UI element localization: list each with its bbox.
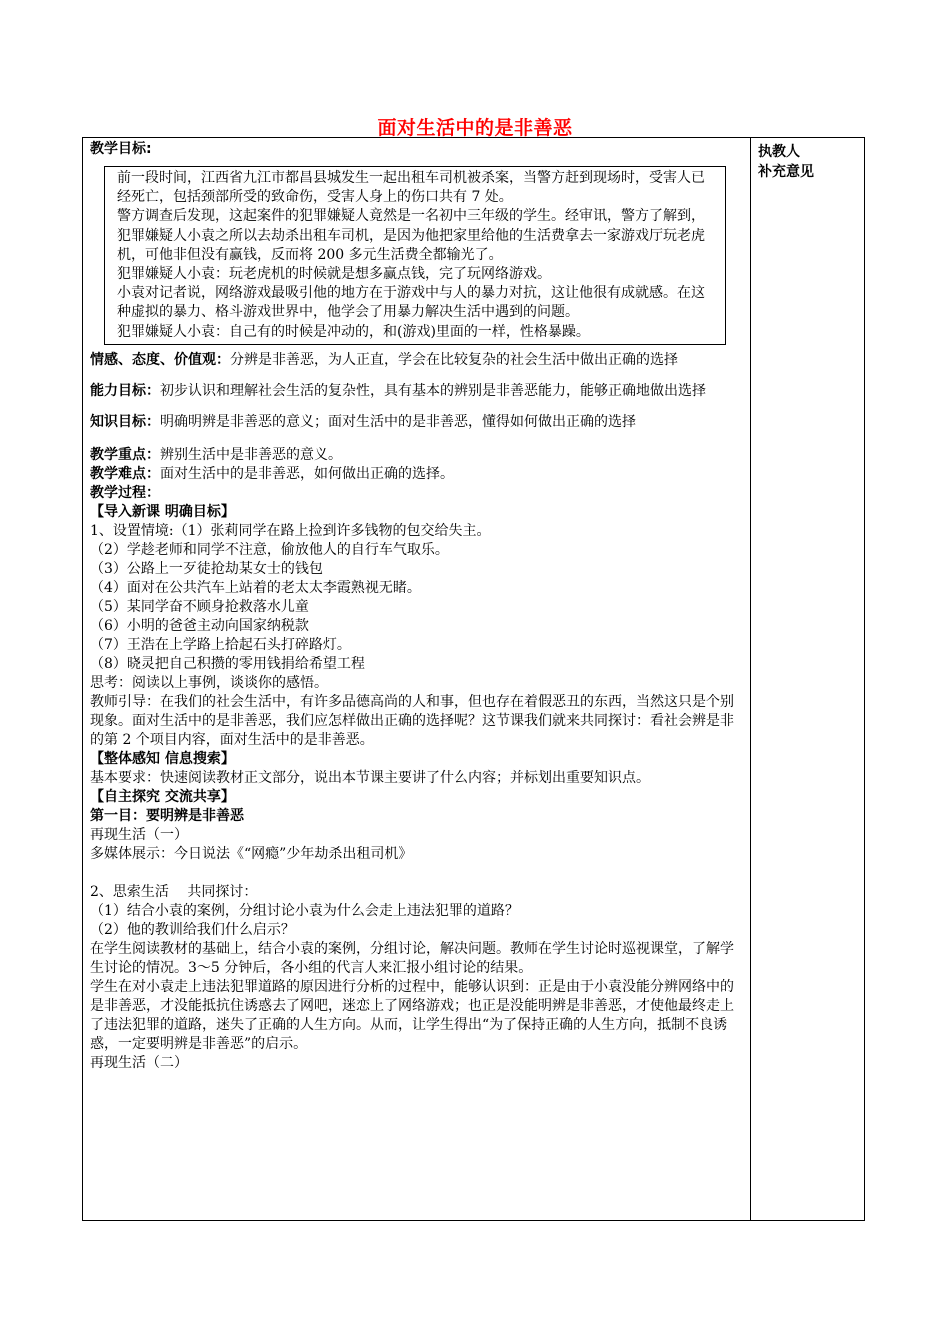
explore-heading: 【自主探究 交流共享】: [90, 788, 235, 805]
process-label: 教学过程：: [90, 484, 160, 501]
scenario-item: （8）晓灵把自己积攒的零用钱捐给希望工程: [90, 655, 365, 672]
scenario-item: （3）公路上一歹徒抢劫某女士的钱包: [90, 560, 323, 577]
knowledge-text: 明确明辨是非善恶的意义；面对生活中的是非善恶，懂得如何做出正确的选择: [160, 413, 636, 430]
question-two: （2）他的教训给我们什么启示？: [90, 921, 295, 938]
document-title: 面对生活中的是非善恶: [377, 117, 573, 139]
knowledge-goal: [90, 407, 745, 438]
difficulty-point: [90, 465, 745, 484]
discussion-paragraph: 在学生阅读教材的基础上，结合小袁的案例，分组讨论，解决问题。教师在学生讨论时巡视课堂，了解学生讨论的情况。3～5 分钟后，各小组的代言人来汇报小组讨论的结果。: [90, 940, 734, 976]
case-paragraph: 警方调查后发现，这起案件的犯罪嫌疑人竟然是一名初中三年级的学生。经审讯，警方了解到，犯罪嫌疑人小袁之所以去劫杀出租车司机，是因为他把家里给他的生活费拿去一家游戏厅玩老虎机，可他非但没有赢钱，反而将 200 多元生活费全都输光了。: [117, 208, 705, 263]
ability-label: 能力目标：: [90, 382, 160, 399]
case-paragraph: 犯罪嫌疑人小袁：玩老虎机的时候就是想多赢点钱，完了玩网络游戏。: [117, 266, 551, 283]
scenario-item: （4）面对在公共汽车上站着的老太太李霞熟视无睹。: [90, 579, 421, 596]
scenario-item: 1、设置情境:（1）张莉同学在路上捡到许多钱物的包交给失主。: [90, 522, 491, 539]
main-column: [90, 140, 745, 1073]
scenario-item: （6）小明的爸爸主动向国家纳税款: [90, 617, 309, 634]
media-display: 多媒体展示：今日说法《“网瘾”少年劫杀出租司机》: [90, 845, 413, 862]
goals-label: 教学目标:: [90, 141, 152, 157]
case-paragraph: 犯罪嫌疑人小袁：自己有的时候是冲动的，和(游戏)里面的一样，性格暴躁。: [117, 323, 590, 340]
scenario-item: （2）学趁老师和同学不注意，偷放他人的自行车气取乐。: [90, 541, 449, 558]
question-one: （1）结合小袁的案例，分组讨论小袁为什么会走上违法犯罪的道路？: [90, 902, 519, 919]
overall-heading: 【整体感知 信息搜索】: [90, 750, 235, 767]
scenario-item: （5）某同学奋不顾身抢救落水儿童: [90, 598, 309, 615]
replay-one: 再现生活（一）: [90, 826, 188, 843]
think-prompt: 思考：阅读以上事例，谈谈你的感悟。: [90, 674, 328, 691]
column-divider: [750, 137, 751, 1221]
ability-goal: [90, 376, 745, 407]
knowledge-label: 知识目标：: [90, 413, 160, 430]
replay-two: 再现生活（二）: [90, 1054, 188, 1071]
case-paragraph: 小袁对记者说，网络游戏最吸引他的地方在于游戏中与人的暴力对抗，这让他很有成就感。在这种虚拟的暴力、格斗游戏世界中，他学会了用暴力解决生活中遇到的问题。: [117, 285, 705, 321]
ability-text: 初步认识和理解社会生活的复杂性，具有基本的辨别是非善恶能力，能够正确地做出选择: [160, 382, 706, 399]
side-label-notes: 补充意见: [758, 164, 814, 180]
side-column: [758, 142, 858, 182]
part1-heading: 第一目：要明辨是非善恶: [90, 807, 244, 824]
side-label-teacher: 执教人: [758, 144, 800, 160]
key-label: 教学重点：: [90, 446, 160, 463]
basic-requirement: 基本要求：快速阅读教材正文部分，说出本节课主要讲了什么内容；并标划出重要知识点。: [90, 769, 650, 786]
emotion-text: 分辨是非善恶，为人正直，学会在比较复杂的社会生活中做出正确的选择: [230, 351, 678, 368]
difficulty-label: 教学难点：: [90, 465, 160, 482]
emotion-label: 情感、态度、价值观：: [90, 351, 230, 368]
difficulty-text: 面对生活中的是非善恶，如何做出正确的选择。: [160, 465, 454, 482]
intro-heading: 【导入新课 明确目标】: [90, 503, 235, 520]
case-paragraph: 前一段时间，江西省九江市都昌县城发生一起出租车司机被杀案，当警方赶到现场时，受害人已经死亡，包括颈部所受的致命伤，受害人身上的伤口共有 7 处。: [117, 170, 705, 206]
scenario-item: （7）王浩在上学路上拾起石头打碎路灯。: [90, 636, 351, 653]
analysis-paragraph: 学生在对小袁走上违法犯罪道路的原因进行分析的过程中，能够认识到：正是由于小袁没能分辨网络中的是非善恶，才没能抵抗住诱惑去了网吧，迷恋上了网络游戏；也正是没能明辨是非善恶，才使他最终走上了违法犯罪的道路，迷失了正确的人生方向。从而，让学生得出“为了保持正确的人生方向，抵制不良诱惑，一定要明辨是非善恶”的启示。: [90, 978, 734, 1052]
key-text: 辨别生活中是非善恶的意义。: [160, 446, 342, 463]
teacher-guide: 教师引导：在我们的社会生活中，有许多品德高尚的人和事，但也存在着假恶丑的东西，当然这只是个别现象。面对生活中的是非善恶，我们应怎样做出正确的选择呢？这节课我们就来共同探讨：看社会辨是非的第 2 个项目内容，面对生活中的是非善恶。: [90, 693, 734, 748]
discuss-title: 2、思索生活 共同探讨：: [90, 883, 258, 900]
case-box: [104, 166, 726, 345]
emotion-goal: [90, 345, 745, 376]
key-point: [90, 446, 745, 465]
